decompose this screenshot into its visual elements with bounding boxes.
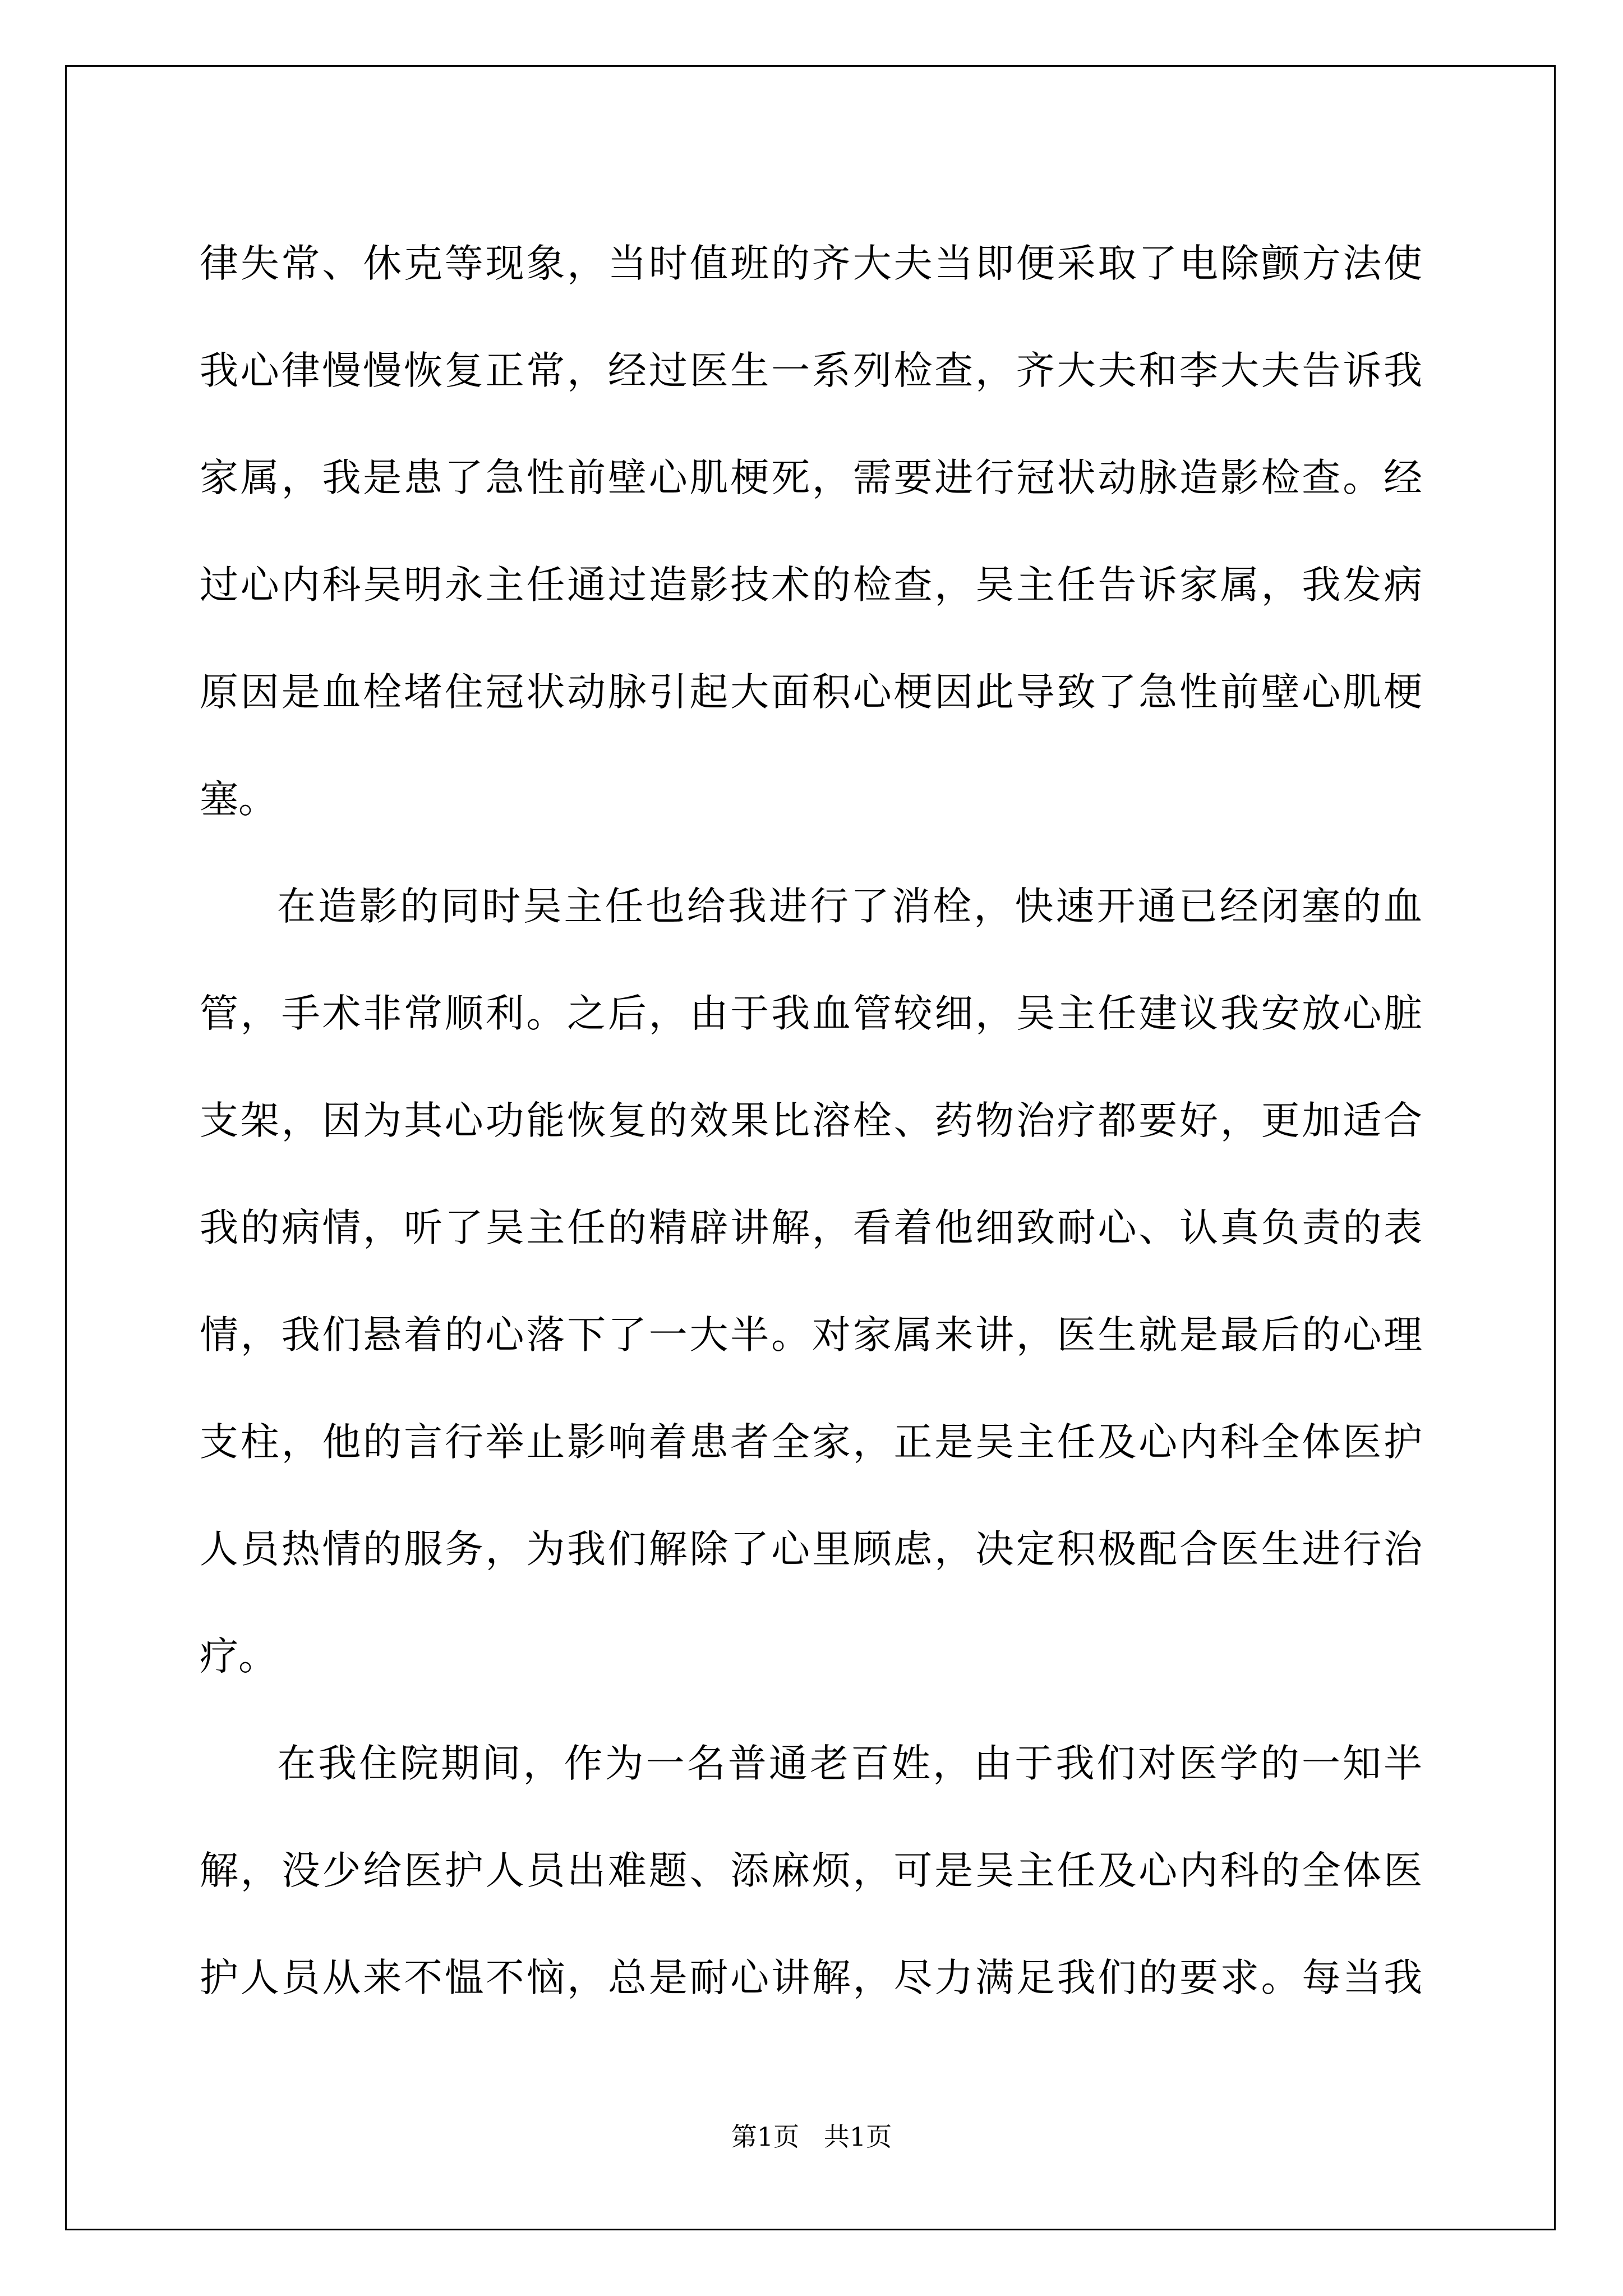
text-line: 在我住院期间，作为一名普通老百姓，由于我们对医学的一知半 xyxy=(277,1741,1422,1786)
text-line: 疗。 xyxy=(200,1634,277,1679)
text-line: 我心律慢慢恢复正常，经过医生一系列检查，齐大夫和李大夫告诉我 xyxy=(200,348,1422,393)
text-line: 人员热情的服务，为我们解除了心里顾虑，决定积极配合医生进行治 xyxy=(200,1527,1422,1572)
document-body xyxy=(200,210,1422,2032)
text-line: 支架，因为其心功能恢复的效果比溶栓、药物治疗都要好，更加适合 xyxy=(200,1098,1422,1143)
text-line: 情，我们悬着的心落下了一大半。对家属来讲，医生就是最后的心理 xyxy=(200,1313,1422,1358)
text-line: 原因是血栓堵住冠状动脉引起大面积心梗因此导致了急性前壁心肌梗 xyxy=(200,670,1422,715)
text-line: 护人员从来不愠不恼，总是耐心讲解，尽力满足我们的要求。每当我 xyxy=(200,1955,1422,2000)
text-line: 解，没少给医护人员出难题、添麻烦，可是吴主任及心内科的全体医 xyxy=(200,1848,1422,1893)
text-line: 在造影的同时吴主任也给我进行了消栓，快速开通已经闭塞的血 xyxy=(277,884,1422,929)
text-line: 支柱，他的言行举止影响着患者全家，正是吴主任及心内科全体医护 xyxy=(200,1420,1422,1465)
text-line: 过心内科吴明永主任通过造影技术的检查，吴主任告诉家属，我发病 xyxy=(200,563,1422,608)
page-footer: 第1页 共1页 xyxy=(731,2122,892,2152)
text-line: 律失常、休克等现象，当时值班的齐大夫当即便采取了电除颤方法使 xyxy=(200,241,1422,286)
text-line: 我的病情，听了吴主任的精辟讲解，看着他细致耐心、认真负责的表 xyxy=(200,1205,1422,1250)
text-line: 管，手术非常顺利。之后，由于我血管较细，吴主任建议我安放心脏 xyxy=(200,991,1422,1036)
text-line: 塞。 xyxy=(200,777,277,822)
text-line: 家属，我是患了急性前壁心肌梗死，需要进行冠状动脉造影检查。经 xyxy=(200,455,1422,500)
